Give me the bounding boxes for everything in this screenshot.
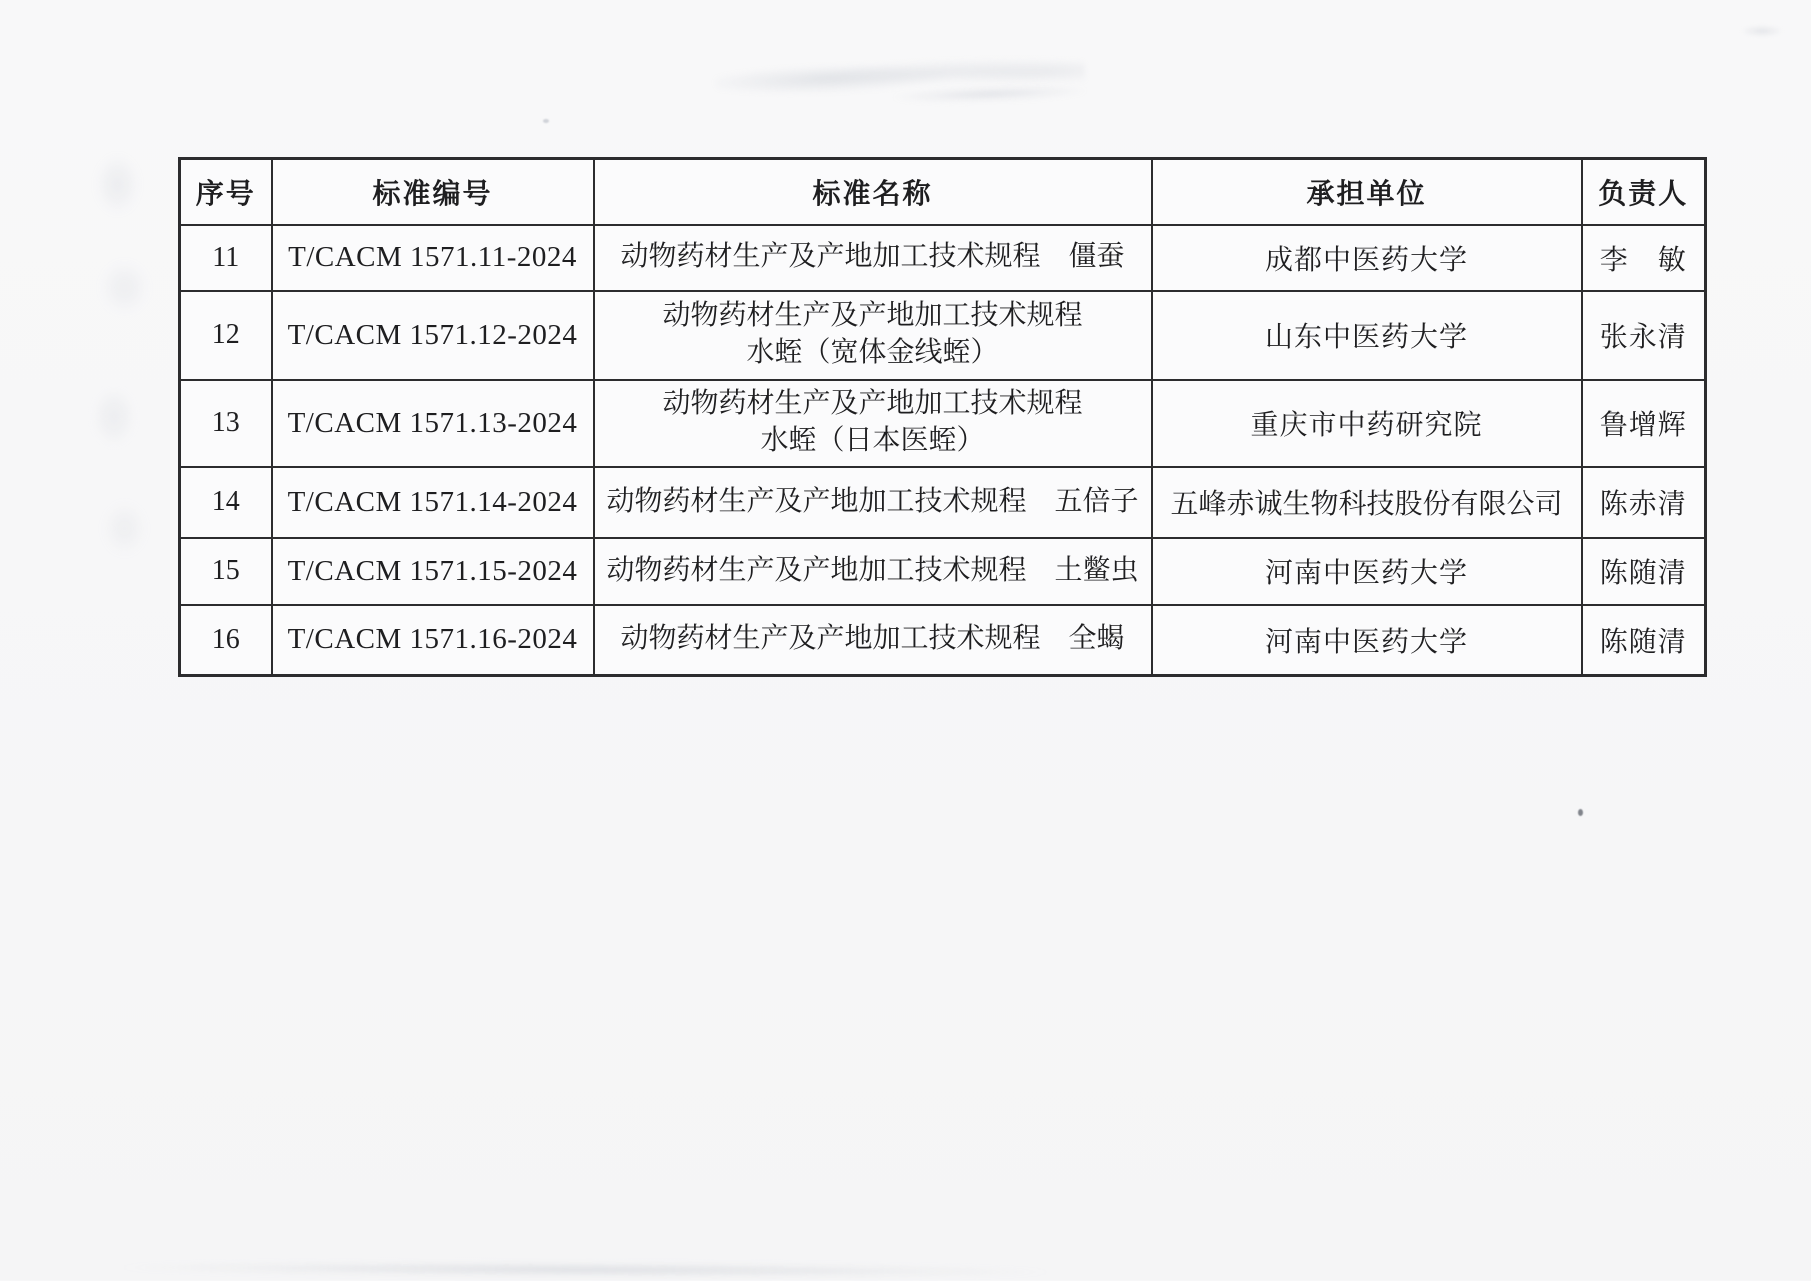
cell-standard-name: [594, 291, 1152, 380]
standard-name-line: 水蛭（日本医蛭）: [760, 425, 985, 456]
cell-unit: 河南中医药大学: [1152, 538, 1582, 605]
cell-standard-code: T/CACM 1571.13-2024: [272, 380, 594, 467]
cell-standard-code: T/CACM 1571.16-2024: [272, 605, 594, 676]
col-header-serial: 序号: [180, 159, 272, 225]
table-row: [180, 225, 1706, 291]
standard-name-line: 动物药材生产及产地加工技术规程 僵蚕: [620, 241, 1125, 273]
cell-standard-name: [594, 380, 1152, 467]
cell-standard-code: T/CACM 1571.11-2024: [272, 225, 594, 291]
cell-person: 陈随清: [1582, 538, 1706, 605]
col-header-name: 标准名称: [594, 159, 1152, 225]
cell-serial: 13: [180, 380, 272, 467]
standard-name-line: 水蛭（宽体金线蛭）: [746, 337, 999, 368]
cell-serial: 11: [180, 225, 272, 291]
cell-unit: 重庆市中药研究院: [1152, 380, 1582, 467]
cell-serial: 16: [180, 605, 272, 676]
cell-standard-name: [594, 467, 1152, 538]
table-row: [180, 291, 1706, 380]
ink-speck: [543, 119, 549, 123]
col-header-person: 负责人: [1582, 159, 1706, 225]
standard-name-line: 动物药材生产及产地加工技术规程 土鳖虫: [606, 554, 1139, 586]
standard-name-line: 动物药材生产及产地加工技术规程: [662, 388, 1083, 420]
standards-table: [178, 157, 1707, 677]
cell-unit: 山东中医药大学: [1152, 291, 1582, 380]
table-row: [180, 538, 1706, 605]
cell-person: 鲁增辉: [1582, 380, 1706, 467]
cell-unit: 五峰赤诚生物科技股份有限公司: [1152, 467, 1582, 538]
scan-left-margin-blotches: [86, 150, 156, 580]
table-header-row: [180, 159, 1706, 225]
cell-serial: 12: [180, 291, 272, 380]
table-row: [180, 605, 1706, 676]
col-header-unit: 承担单位: [1152, 159, 1582, 225]
cell-serial: 14: [180, 467, 272, 538]
cell-standard-code: T/CACM 1571.12-2024: [272, 291, 594, 380]
table-row: [180, 380, 1706, 467]
cell-person: 陈随清: [1582, 605, 1706, 676]
scan-corner-smudge: [1742, 26, 1782, 36]
cell-person: 张永清: [1582, 291, 1706, 380]
cell-unit: 成都中医药大学: [1152, 225, 1582, 291]
cell-serial: 15: [180, 538, 272, 605]
cell-standard-name: [594, 225, 1152, 291]
cell-person: 李 敏: [1582, 225, 1706, 291]
cell-standard-name: [594, 538, 1152, 605]
cell-standard-code: T/CACM 1571.15-2024: [272, 538, 594, 605]
cell-standard-name: [594, 605, 1152, 676]
standard-name-line: 动物药材生产及产地加工技术规程 五倍子: [606, 485, 1139, 517]
col-header-code: 标准编号: [272, 159, 594, 225]
standard-name-line: 动物药材生产及产地加工技术规程: [662, 300, 1083, 332]
cell-unit: 河南中医药大学: [1152, 605, 1582, 676]
ink-speck: [1578, 809, 1583, 816]
scan-bottom-smear: [90, 1259, 1190, 1281]
standard-name-line: 动物药材生产及产地加工技术规程 全蝎: [620, 623, 1125, 655]
table-row: [180, 467, 1706, 538]
cell-standard-code: T/CACM 1571.14-2024: [272, 467, 594, 538]
cell-person: 陈赤清: [1582, 467, 1706, 538]
